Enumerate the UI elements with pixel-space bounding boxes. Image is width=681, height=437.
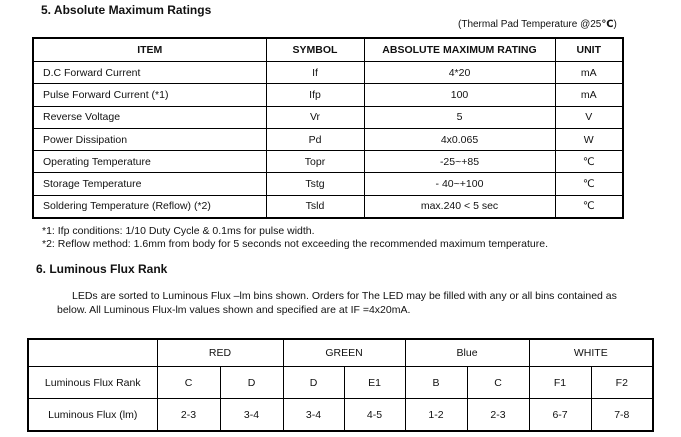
condition-unit: ℃ [601,19,614,30]
row-unit: W [555,128,623,150]
row-item: Storage Temperature [33,173,266,195]
rank-cell: C [467,367,529,399]
row-symbol: Ifp [266,84,364,106]
section-6-title: 6. Luminous Flux Rank [36,262,168,276]
row-unit: ℃ [555,195,623,218]
thermal-pad-condition [458,19,617,30]
row-unit: mA [555,84,623,106]
row-rating: 4*20 [364,62,555,84]
flux-cell: 2-3 [467,399,529,432]
rank-label: Luminous Flux Rank [28,367,157,399]
row-symbol: Pd [266,128,364,150]
flux-cell: 4-5 [344,399,405,432]
flux-paragraph-line-2: below. All Luminous Flux-lm values shown and specified are at IF =4x20mA. [57,304,411,316]
rank-cell: D [220,367,283,399]
rank-cell: B [405,367,467,399]
row-item: Operating Temperature [33,151,266,173]
row-rating: - 40~+100 [364,173,555,195]
table-header-row [33,38,623,62]
header-rating: ABSOLUTE MAXIMUM RATING [364,38,555,62]
row-unit: ℃ [555,173,623,195]
row-item: Soldering Temperature (Reflow) (*2) [33,195,266,218]
table-row [33,84,623,106]
row-item: Pulse Forward Current (*1) [33,84,266,106]
flux-cell: 2-3 [157,399,220,432]
rank-cell: F1 [529,367,591,399]
flux-cell: 1-2 [405,399,467,432]
row-symbol: Tstg [266,173,364,195]
table-row [33,151,623,173]
row-item: Power Dissipation [33,128,266,150]
row-rating: 100 [364,84,555,106]
flux-paragraph-line-1: LEDs are sorted to Luminous Flux –lm bins shown. Orders for The LED may be filled with any or all bins contained as [72,290,617,302]
flux-cell: 6-7 [529,399,591,432]
table-row [33,106,623,128]
rank-row [28,367,653,399]
flux-cell: 3-4 [283,399,344,432]
row-unit: V [555,106,623,128]
table-row [33,195,623,218]
luminous-flux-rank-table [27,338,654,432]
rank-cell: C [157,367,220,399]
rank-cell: E1 [344,367,405,399]
section-5-title: 5. Absolute Maximum Ratings [41,3,212,17]
row-rating: -25~+85 [364,151,555,173]
group-blue: Blue [405,339,529,367]
group-white: WHITE [529,339,653,367]
condition-close: ) [613,19,617,30]
flux-cell: 7-8 [591,399,653,432]
row-symbol: If [266,62,364,84]
row-unit: mA [555,62,623,84]
row-symbol: Tsld [266,195,364,218]
row-item: D.C Forward Current [33,62,266,84]
table-row [33,128,623,150]
group-green: GREEN [283,339,405,367]
footnote-1: *1: Ifp conditions: 1/10 Duty Cycle & 0.1ms for pulse width. [42,225,315,237]
flux-row [28,399,653,432]
row-symbol: Topr [266,151,364,173]
row-rating: 4x0.065 [364,128,555,150]
rank-cell: D [283,367,344,399]
rank-cell: F2 [591,367,653,399]
table-row [33,62,623,84]
row-unit: ℃ [555,151,623,173]
flux-label: Luminous Flux (lm) [28,399,157,432]
table-row [33,173,623,195]
row-rating: 5 [364,106,555,128]
color-group-row [28,339,653,367]
row-symbol: Vr [266,106,364,128]
header-unit: UNIT [555,38,623,62]
group-red: RED [157,339,283,367]
footnote-2: *2: Reflow method: 1.6mm from body for 5 seconds not exceeding the recommended maximum temperature. [42,238,548,250]
row-item: Reverse Voltage [33,106,266,128]
corner-cell [28,339,157,367]
header-item: ITEM [33,38,266,62]
absolute-maximum-ratings-table [32,37,624,219]
condition-text: (Thermal Pad Temperature @25 [458,19,602,30]
row-rating: max.240 < 5 sec [364,195,555,218]
flux-cell: 3-4 [220,399,283,432]
header-symbol: SYMBOL [266,38,364,62]
